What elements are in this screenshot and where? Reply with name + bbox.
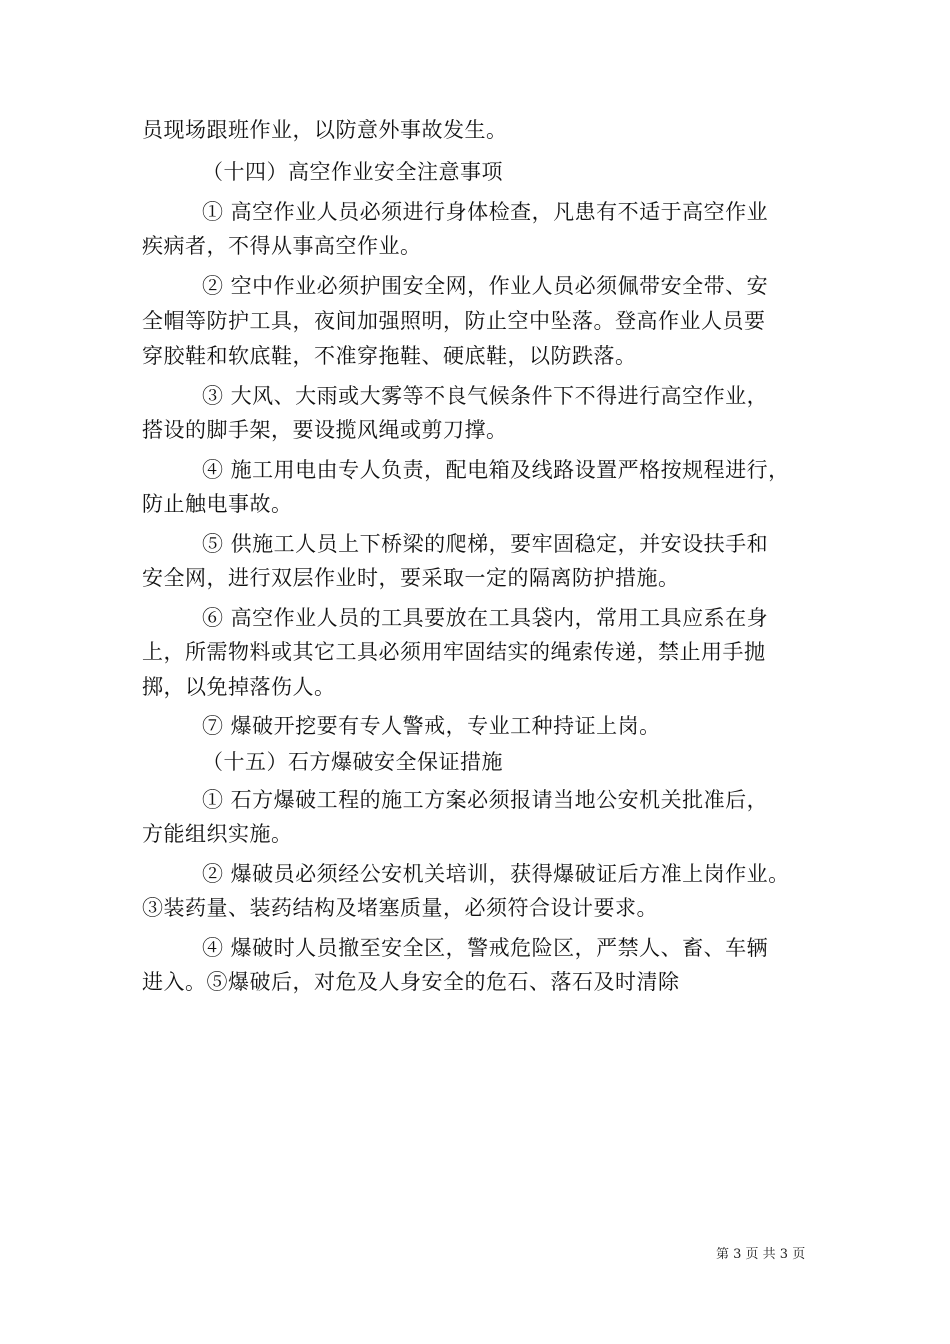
body-line: ① 高空作业人员必须进行身体检查，凡患有不适于高空作业 [202,200,769,224]
body-line: ⑤ 供施工人员上下桥梁的爬梯，要牢固稳定，并安设扶手和 [202,532,769,556]
body-line: 穿胶鞋和软底鞋，不准穿拖鞋、硬底鞋，以防跌落。 [142,344,637,368]
body-line: ③装药量、装药结构及堵塞质量，必须符合设计要求。 [142,896,658,920]
body-line: ① 石方爆破工程的施工方案必须报请当地公安机关批准后， [202,788,769,812]
body-line: ② 空中作业必须护围安全网，作业人员必须佩带安全带、安 [202,274,769,298]
body-line: ② 爆破员必须经公安机关培训，获得爆破证后方准上岗作业。 [202,862,790,886]
body-line: 掷，以免掉落伤人。 [142,675,336,699]
body-line: ⑦ 爆破开挖要有专人警戒，专业工种持证上岗。 [202,714,661,738]
body-line: 防止触电事故。 [142,492,293,516]
body-line: 疾病者，不得从事高空作业。 [142,234,422,258]
body-line: 方能组织实施。 [142,822,293,846]
body-line: 进入。⑤爆破后，对危及人身安全的危石、落石及时清除 [142,970,680,994]
body-line: 全帽等防护工具，夜间加强照明，防止空中坠落。登高作业人员要 [142,309,766,333]
body-line: ④ 施工用电由专人负责，配电箱及线路设置严格按规程进行， [202,458,790,482]
section-heading: （十五）石方爆破安全保证措施 [202,750,503,774]
body-line: 员现场跟班作业，以防意外事故发生。 [142,118,508,142]
section-heading: （十四）高空作业安全注意事项 [202,160,503,184]
body-line: ⑥ 高空作业人员的工具要放在工具袋内，常用工具应系在身 [202,606,769,630]
body-line: 安全网，进行双层作业时，要采取一定的隔离防护措施。 [142,566,680,590]
body-line: 搭设的脚手架，要设揽风绳或剪刀撑。 [142,418,508,442]
body-line: ④ 爆破时人员撤至安全区，警戒危险区，严禁人、畜、车辆 [202,936,769,960]
body-line: 上，所需物料或其它工具必须用牢固结实的绳索传递，禁止用手抛 [142,640,766,664]
page-number-footer: 第 3 页 共 3 页 [716,1247,806,1262]
body-line: ③ 大风、大雨或大雾等不良气候条件下不得进行高空作业， [202,384,769,408]
